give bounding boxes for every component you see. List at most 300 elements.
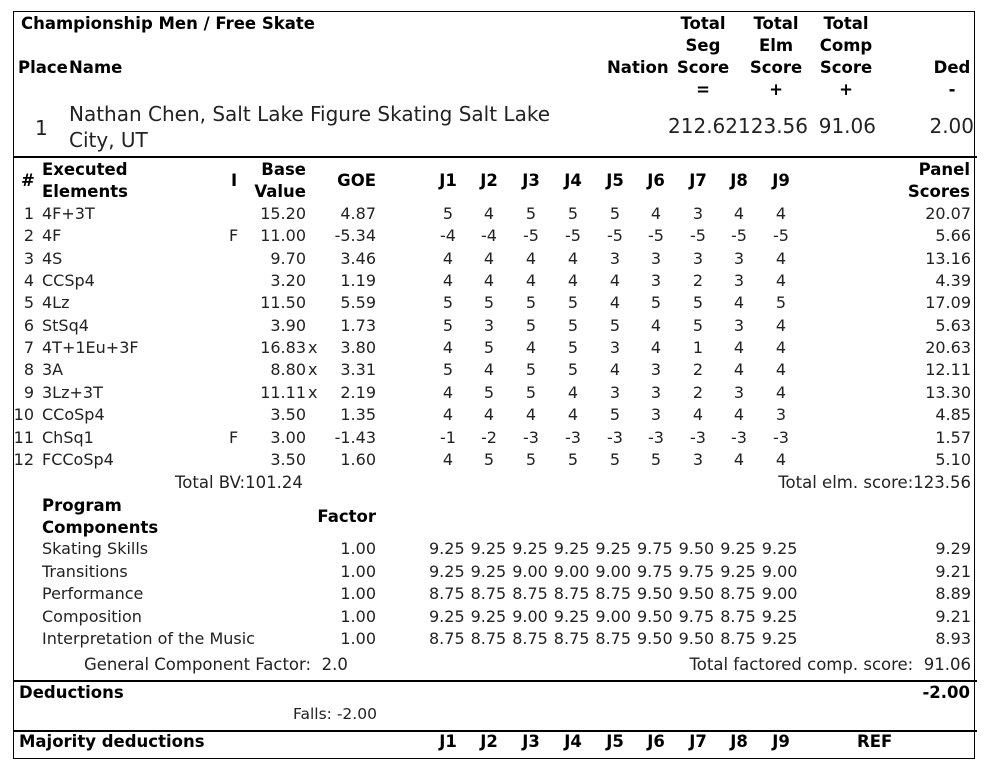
judge-header: J8 (730, 171, 748, 190)
component-factor: 1.00 (340, 539, 376, 558)
tes-header (745, 13, 807, 101)
judge-component-mark: 9.00 (595, 561, 632, 581)
judge-goe: 4 (525, 248, 537, 268)
component-panel-score: 8.93 (935, 629, 971, 649)
tss-header-line: Seg (685, 36, 721, 55)
element-goe: 1.60 (340, 449, 376, 469)
element-goe: 1.73 (340, 315, 376, 335)
judge-component-mark: 8.75 (720, 584, 756, 604)
judge-component-mark: 9.25 (429, 606, 465, 626)
judge-goe: 4 (733, 449, 745, 469)
judge-goe: 5 (525, 204, 537, 223)
element-panel-score: 4.85 (935, 405, 971, 425)
judge-component-mark: 9.50 (678, 539, 715, 558)
judge-goe: 4 (567, 248, 579, 268)
judge-component-mark: 9.00 (761, 584, 798, 604)
judge-header: J1 (439, 171, 457, 190)
judge-goe: 5 (650, 449, 662, 469)
element-panel-score: 5.66 (935, 226, 971, 246)
judge-goe: 5 (609, 405, 621, 425)
judge-goe: -3 (773, 427, 789, 447)
judge-header: J7 (689, 171, 707, 190)
judge-goe: 4 (525, 271, 537, 291)
judge-goe: 3 (692, 204, 704, 223)
component-row (0, 538, 991, 560)
program-components-header (42, 495, 158, 539)
judge-goe: 5 (525, 315, 537, 335)
component-row (0, 606, 991, 628)
judge-component-mark: 9.00 (512, 606, 548, 626)
element-row (0, 270, 991, 292)
judge-goe: 3 (692, 248, 704, 268)
judge-component-mark: 8.75 (720, 629, 756, 649)
judge-component-mark: 8.75 (470, 584, 507, 604)
judge-goe: 4 (567, 271, 579, 291)
element-goe: 1.35 (340, 405, 376, 425)
judge-goe: 5 (692, 293, 704, 313)
element-base-value: 11.50 (260, 293, 306, 313)
judge-component-mark: 9.75 (678, 561, 715, 581)
element-base-value: 9.70 (270, 248, 306, 268)
pcs-header-operator: + (839, 80, 853, 99)
judge-goe: 4 (775, 338, 787, 358)
element-row (0, 449, 991, 471)
judge-goe: 4 (775, 449, 787, 469)
judge-goe: 3 (775, 405, 787, 425)
judge-goe: 4 (483, 405, 495, 425)
executed-elements-header (42, 159, 128, 203)
element-row (0, 404, 991, 426)
judge-goe: 5 (525, 382, 537, 402)
nation-label: Nation (607, 58, 669, 77)
component-name: Interpretation of the Music (42, 629, 255, 649)
judge-goe: 5 (609, 449, 621, 469)
judge-component-mark: 9.75 (637, 561, 673, 581)
element-name: 4Lz (42, 293, 70, 313)
judge-goe: 3 (650, 271, 662, 291)
element-base-value: 8.80 (270, 360, 306, 380)
component-factor: 1.00 (340, 584, 376, 604)
total-bv (175, 473, 303, 492)
judge-goe: 4 (775, 382, 787, 402)
element-row (0, 203, 991, 225)
judge-goe: 3 (609, 382, 621, 402)
element-panel-score: 1.57 (935, 427, 971, 447)
element-base-value: 15.20 (260, 204, 306, 223)
judge-goe: 5 (442, 293, 454, 313)
judge-goe: 4 (775, 248, 787, 268)
judge-goe: 4 (650, 338, 662, 358)
judge-goe: 4 (775, 315, 787, 335)
judge-goe: 3 (733, 382, 745, 402)
judge-goe: -5 (565, 226, 581, 246)
majority-ref: REF (857, 732, 893, 751)
judge-goe: 4 (442, 338, 454, 358)
element-bonus-flag: x (308, 338, 318, 358)
base-value-header-line: Value (254, 182, 306, 201)
element-panel-score: 13.16 (925, 248, 971, 268)
judge-goe: 3 (609, 248, 621, 268)
element-goe: 4.87 (340, 204, 376, 223)
judge-goe: 3 (692, 449, 704, 469)
pcs-header-line: Comp (819, 36, 873, 55)
judge-header: J3 (522, 171, 540, 190)
component-name: Skating Skills (42, 539, 149, 558)
total-bv-label: Total BV: (175, 473, 246, 492)
judge-goe: 5 (483, 382, 495, 402)
judge-goe: 1 (692, 338, 704, 358)
element-base-value: 3.90 (270, 315, 306, 335)
element-number: 3 (23, 248, 34, 268)
judge-component-mark: 9.00 (595, 606, 632, 626)
total-bv-value: 101.24 (245, 473, 303, 492)
judge-goe: 5 (567, 338, 579, 358)
judge-goe: -3 (565, 427, 581, 447)
component-name: Performance (42, 584, 144, 604)
element-name: 4F+3T (42, 204, 95, 223)
judge-goe: 4 (733, 360, 745, 380)
majority-judge-header: J7 (689, 732, 707, 751)
gcf-label: General Component Factor: (84, 655, 312, 674)
judge-goe: 4 (442, 248, 454, 268)
judge-goe: 4 (483, 204, 495, 223)
component-name: Composition (42, 606, 142, 626)
judge-goe: 4 (650, 204, 662, 223)
judge-goe: 4 (483, 271, 495, 291)
falls-deduction (293, 705, 377, 723)
judge-component-mark: 9.50 (678, 629, 715, 649)
element-number: 6 (23, 315, 34, 335)
element-number: 8 (23, 360, 34, 380)
majority-judge-header: J3 (522, 732, 540, 751)
components-header-line: Program (42, 496, 122, 515)
judge-goe: 5 (525, 449, 537, 469)
judge-goe: 5 (483, 293, 495, 313)
judge-component-mark: 8.75 (553, 629, 590, 649)
judge-goe: 5 (567, 360, 579, 380)
element-goe: 3.31 (340, 360, 376, 380)
pcs-header-line: Total (823, 14, 869, 33)
element-name: CCoSp4 (42, 405, 105, 425)
majority-judge-header: J9 (772, 732, 790, 751)
judge-component-mark: 8.75 (595, 629, 632, 649)
element-row (0, 382, 991, 404)
judge-goe: 5 (567, 449, 579, 469)
element-row (0, 337, 991, 359)
majority-judge-header: J1 (439, 732, 457, 751)
judge-goe: 5 (775, 293, 787, 313)
judge-goe: 2 (692, 271, 704, 291)
judge-goe: -3 (648, 427, 664, 447)
element-panel-score: 13.30 (925, 382, 971, 402)
judge-component-mark: 9.25 (595, 539, 632, 558)
place-label: Place (18, 58, 68, 77)
element-base-value: 16.83 (260, 338, 306, 358)
pcs-header-line: Score (819, 58, 873, 77)
judge-goe: 5 (650, 293, 662, 313)
element-bonus-flag: x (308, 360, 318, 380)
element-base-value: 11.11 (260, 382, 306, 402)
element-panel-score: 12.11 (925, 360, 971, 380)
judge-component-mark: 9.00 (761, 561, 798, 581)
component-row (0, 561, 991, 583)
judge-goe: 5 (442, 360, 454, 380)
element-base-value: 3.20 (270, 271, 306, 291)
element-number: 5 (23, 293, 34, 313)
judge-goe: 2 (692, 360, 704, 380)
tes-header-line: Score (749, 58, 803, 77)
judge-goe: 3 (483, 315, 495, 335)
judge-goe: -5 (773, 226, 789, 246)
judge-goe: 4 (567, 382, 579, 402)
element-number: 9 (23, 382, 34, 402)
judge-goe: 5 (567, 315, 579, 335)
element-row (0, 248, 991, 270)
component-row (0, 583, 991, 605)
judge-goe: 5 (525, 293, 537, 313)
tes-header-line: Total (753, 14, 799, 33)
judge-goe: 3 (733, 248, 745, 268)
judge-component-mark: 8.75 (595, 584, 632, 604)
executed-header-line: Elements (42, 182, 128, 201)
judge-goe: 4 (525, 405, 537, 425)
judge-component-mark: 9.25 (720, 561, 756, 581)
judge-header: J9 (772, 171, 790, 190)
judge-component-mark: 9.50 (637, 606, 673, 626)
deductions-total: -2.00 (922, 683, 970, 702)
element-goe: -5.34 (334, 226, 376, 246)
panel-scores-header (900, 159, 970, 203)
judge-component-mark: 8.75 (429, 629, 465, 649)
element-number: 4 (23, 271, 34, 291)
element-goe: 2.19 (340, 382, 376, 402)
majority-judge-header: J4 (564, 732, 582, 751)
deductions-label: Deductions (19, 683, 124, 702)
component-panel-score: 9.29 (935, 539, 971, 558)
judge-goe: -4 (481, 226, 497, 246)
judge-goe: -3 (607, 427, 623, 447)
element-name: 4F (42, 226, 62, 246)
judge-goe: 5 (525, 360, 537, 380)
judge-component-mark: 9.00 (512, 561, 548, 581)
components-header-line: Components (42, 518, 159, 537)
judge-component-mark: 8.75 (512, 629, 548, 649)
judge-goe: 3 (650, 360, 662, 380)
element-row (0, 225, 991, 247)
element-panel-score: 5.10 (935, 449, 971, 469)
element-number: 1 (23, 204, 34, 223)
judge-goe: 4 (733, 293, 745, 313)
element-panel-score: 20.07 (925, 204, 971, 223)
judge-component-mark: 9.25 (761, 539, 798, 558)
element-info: F (229, 427, 239, 447)
element-base-value: 3.50 (270, 405, 306, 425)
judge-component-mark: 9.25 (553, 539, 590, 558)
element-name: StSq4 (42, 315, 89, 335)
judge-goe: 4 (775, 271, 787, 291)
component-panel-score: 9.21 (935, 606, 971, 626)
judge-goe: 4 (609, 360, 621, 380)
total-factored-comp-score (640, 655, 971, 674)
total-elm-score (700, 473, 971, 492)
judge-component-mark: 9.50 (637, 629, 673, 649)
total-elm-label: Total elm. score: (778, 473, 914, 492)
skater-name-line: Nathan Chen, Salt Lake Figure Skating Salt Lake (69, 102, 551, 126)
goe-header: GOE (337, 171, 376, 190)
element-name: ChSq1 (42, 427, 94, 447)
element-base-value: 3.00 (270, 427, 306, 447)
total-elm-value: 123.56 (913, 473, 971, 492)
majority-judge-header: J2 (480, 732, 498, 751)
component-panel-score: 8.89 (935, 584, 971, 604)
element-name: 4T+1Eu+3F (42, 338, 139, 358)
ded-header-line: Ded (933, 58, 971, 77)
judge-goe: -3 (731, 427, 747, 447)
falls-value: -2.00 (336, 705, 377, 723)
judge-component-mark: 9.25 (761, 629, 798, 649)
total-segment-score: 212.62 (668, 114, 738, 138)
base-value-header (240, 159, 306, 203)
judge-header: J6 (647, 171, 665, 190)
element-base-value: 3.50 (270, 449, 306, 469)
judge-goe: 3 (733, 315, 745, 335)
judge-goe: -5 (648, 226, 664, 246)
element-base-value: 11.00 (260, 226, 306, 246)
judge-goe: -5 (690, 226, 706, 246)
element-panel-score: 4.39 (935, 271, 971, 291)
judge-goe: 4 (483, 248, 495, 268)
judge-component-mark: 9.75 (637, 539, 673, 558)
judge-goe: -1 (440, 427, 456, 447)
judge-goe: 4 (483, 360, 495, 380)
judge-goe: 4 (609, 271, 621, 291)
judge-goe: 4 (442, 405, 454, 425)
judge-component-mark: 9.00 (553, 561, 590, 581)
total-component-score: 91.06 (818, 114, 876, 138)
name-label: Name (69, 58, 123, 77)
element-goe: 1.19 (340, 271, 376, 291)
ded-header-operator: - (948, 80, 956, 99)
tss-header-line: Total (680, 14, 726, 33)
judge-goe: 4 (525, 338, 537, 358)
element-panel-score: 5.63 (935, 315, 971, 335)
divider-deductions (13, 680, 977, 682)
judge-goe: 3 (650, 405, 662, 425)
element-bonus-flag: x (308, 382, 318, 402)
judge-goe: 5 (609, 315, 621, 335)
judge-component-mark: 9.25 (512, 539, 548, 558)
element-name: 3A (42, 360, 64, 380)
judge-goe: 4 (692, 405, 704, 425)
component-factor: 1.00 (340, 629, 376, 649)
general-component-factor (84, 655, 348, 674)
pcs-header (814, 13, 878, 101)
judge-component-mark: 9.25 (553, 606, 590, 626)
judge-component-mark: 8.75 (720, 606, 756, 626)
deductions-score: 2.00 (929, 114, 974, 138)
judge-goe: 4 (609, 293, 621, 313)
judge-component-mark: 9.25 (429, 539, 465, 558)
element-goe: -1.43 (334, 427, 376, 447)
total-comp-label: Total factored comp. score: (689, 655, 914, 674)
element-info: F (229, 226, 239, 246)
tes-header-operator: + (769, 80, 783, 99)
base-value-header-line: Base (261, 160, 306, 179)
judge-component-mark: 9.25 (470, 539, 507, 558)
judge-goe: 4 (650, 315, 662, 335)
judge-component-mark: 9.25 (720, 539, 756, 558)
element-goe: 3.46 (340, 248, 376, 268)
judge-goe: 4 (733, 338, 745, 358)
judge-component-mark: 9.25 (761, 606, 798, 626)
element-row (0, 359, 991, 381)
element-row (0, 427, 991, 449)
majority-judge-header: J6 (647, 732, 665, 751)
element-name: 4S (42, 248, 63, 268)
judge-goe: 4 (567, 405, 579, 425)
element-panel-score: 17.09 (925, 293, 971, 313)
tss-header-line: Score (676, 58, 730, 77)
judge-goe: -2 (481, 427, 497, 447)
element-goe: 5.59 (340, 293, 376, 313)
judge-goe: -3 (523, 427, 539, 447)
judge-component-mark: 9.50 (637, 584, 673, 604)
majority-deductions-label: Majority deductions (19, 732, 205, 751)
majority-judge-header: J5 (606, 732, 624, 751)
judge-goe: -5 (607, 226, 623, 246)
skater-club-city: City, UT (69, 128, 148, 152)
element-goe: 3.80 (340, 338, 376, 358)
judge-goe: -4 (440, 226, 456, 246)
element-number: 11 (13, 427, 34, 447)
judge-component-mark: 8.75 (512, 584, 548, 604)
judge-goe: 5 (692, 315, 704, 335)
judge-component-mark: 9.75 (678, 606, 715, 626)
gcf-value: 2.0 (321, 655, 348, 674)
judge-component-mark: 8.75 (429, 584, 465, 604)
judge-goe: 4 (733, 405, 745, 425)
tss-header (672, 13, 734, 101)
info-header: I (231, 171, 238, 190)
component-factor: 1.00 (340, 561, 376, 581)
total-element-score: 123.56 (738, 114, 808, 138)
skater-place: 1 (35, 116, 48, 140)
skater-name (69, 101, 550, 153)
judge-goe: 3 (650, 382, 662, 402)
judge-goe: 4 (775, 204, 787, 223)
divider-header (13, 156, 977, 158)
element-number: 7 (23, 338, 34, 358)
element-name: FCCoSp4 (42, 449, 114, 469)
judge-component-mark: 9.50 (678, 584, 715, 604)
panel-header-line: Panel (918, 160, 970, 179)
judge-component-mark: 8.75 (553, 584, 590, 604)
component-row (0, 628, 991, 650)
majority-judge-header: J8 (730, 732, 748, 751)
element-name: 3Lz+3T (42, 382, 103, 402)
executed-header-line: Executed (42, 160, 128, 179)
component-factor: 1.00 (340, 606, 376, 626)
judge-goe: 4 (442, 449, 454, 469)
element-name: CCSp4 (42, 271, 95, 291)
tes-header-line: Elm (758, 36, 794, 55)
judge-goe: -5 (523, 226, 539, 246)
judge-goe: 3 (650, 248, 662, 268)
judge-goe: 4 (733, 204, 745, 223)
element-row (0, 292, 991, 314)
total-comp-value: 91.06 (923, 655, 971, 674)
judge-component-mark: 9.25 (470, 606, 507, 626)
